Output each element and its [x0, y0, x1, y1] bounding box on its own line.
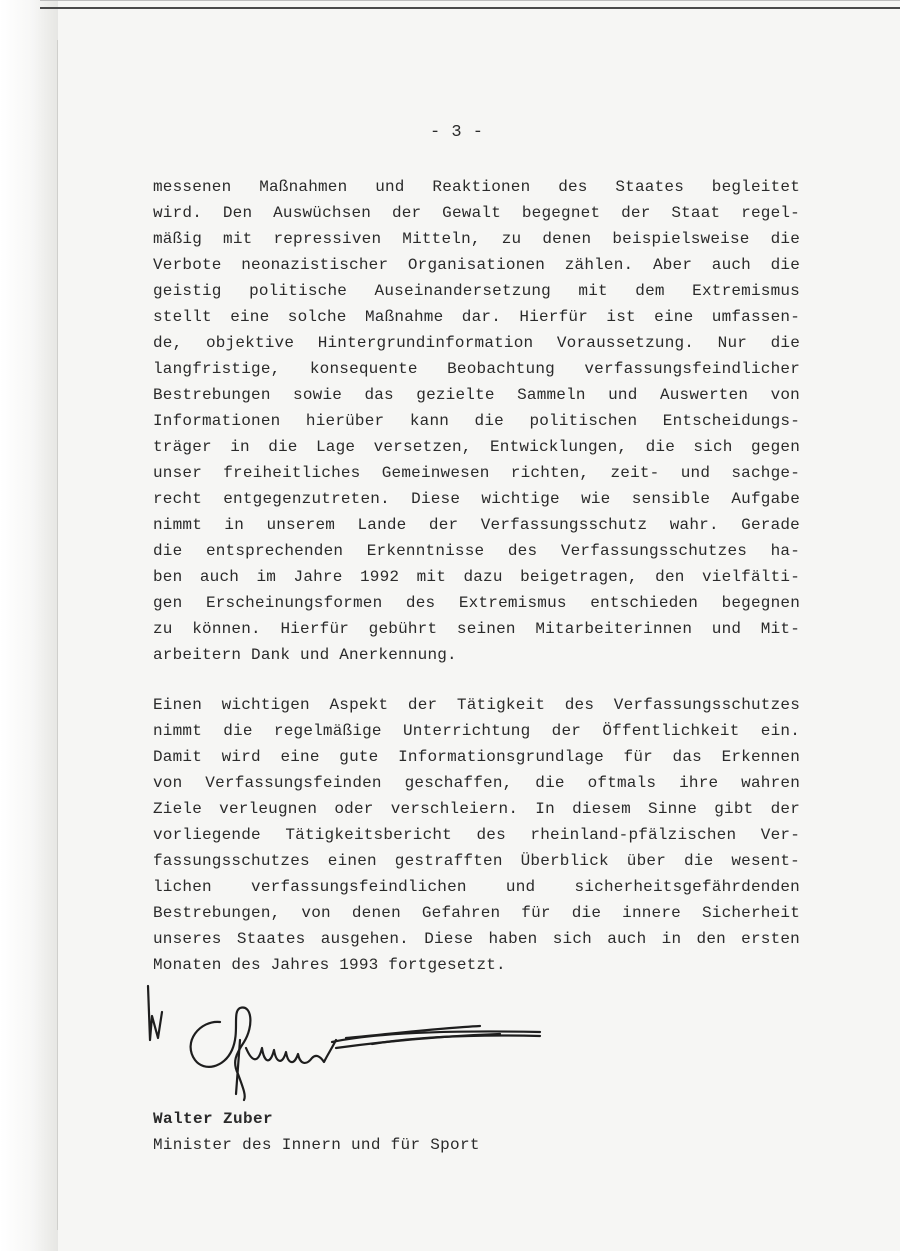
text-line: Ziele verleugnen oder verschleiern. In diesem Sinne gibt der [153, 800, 800, 818]
text-line: messenen Maßnahmen und Reaktionen des Staates begleitet [153, 178, 800, 196]
text-line: die entsprechenden Erkenntnisse des Verfassungsschutzes ha- [153, 542, 800, 560]
text-line: Bestrebungen sowie das gezielte Sammeln und Auswerten von [153, 386, 800, 404]
text-line: wird. Den Auswüchsen der Gewalt begegnet der Staat regel- [153, 204, 800, 222]
text-line: gen Erscheinungsformen des Extremismus entschieden begegnen [153, 594, 800, 612]
text-line: de, objektive Hintergrundinformation Voraussetzung. Nur die [153, 334, 800, 352]
paragraph-2 [153, 692, 800, 978]
text-line: geistig politische Auseinandersetzung mit dem Extremismus [153, 282, 800, 300]
text-line: langfristige, konsequente Beobachtung verfassungsfeindlicher [153, 360, 800, 378]
text-line: unser freiheitliches Gemeinwesen richten, zeit- und sachge- [153, 464, 800, 482]
scan-left-rule [57, 40, 58, 1230]
signer-title: Minister des Innern und für Sport [153, 1136, 480, 1154]
text-line: Damit wird eine gute Informationsgrundlage für das Erkennen [153, 748, 800, 766]
text-line: Verbote neonazistischer Organisationen zählen. Aber auch die [153, 256, 800, 274]
text-line: mäßig mit repressiven Mitteln, zu denen beispielsweise die [153, 230, 800, 248]
signer-name: Walter Zuber [153, 1110, 274, 1128]
text-line: fassungsschutzes einen gestrafften Überblick über die wesent- [153, 852, 800, 870]
page-number: - 3 - [430, 123, 484, 142]
text-line: vorliegende Tätigkeitsbericht des rheinland-pfälzischen Ver- [153, 826, 800, 844]
text-line: zu können. Hierfür gebührt seinen Mitarbeiterinnen und Mit- [153, 620, 800, 638]
text-line: stellt eine solche Maßnahme dar. Hierfür ist eine umfassen- [153, 308, 800, 326]
scan-top-line [40, 7, 900, 9]
text-line: arbeitern Dank und Anerkennung. [153, 646, 457, 664]
text-line: Informationen hierüber kann die politischen Entscheidungs- [153, 412, 800, 430]
text-line: ben auch im Jahre 1992 mit dazu beigetragen, den vielfälti- [153, 568, 800, 586]
text-line: von Verfassungsfeinden geschaffen, die oftmals ihre wahren [153, 774, 800, 792]
text-line: nimmt in unserem Lande der Verfassungsschutz wahr. Gerade [153, 516, 800, 534]
text-line: recht entgegenzutreten. Diese wichtige wie sensible Aufgabe [153, 490, 800, 508]
text-line: unseres Staates ausgehen. Diese haben sich auch in den ersten [153, 930, 800, 948]
scan-left-shadow [0, 0, 58, 1251]
text-line: Monaten des Jahres 1993 fortgesetzt. [153, 956, 506, 974]
text-line: Einen wichtigen Aspekt der Tätigkeit des Verfassungsschutzes [153, 696, 800, 714]
scan-top-edge [40, 0, 900, 1]
text-line: nimmt die regelmäßige Unterrichtung der Öffentlichkeit ein. [153, 722, 800, 740]
text-line: lichen verfassungsfeindlichen und sicherheitsgefährdenden [153, 878, 800, 896]
paragraph-1 [153, 174, 800, 668]
text-line: Bestrebungen, von denen Gefahren für die innere Sicherheit [153, 904, 800, 922]
text-line: träger in die Lage versetzen, Entwicklungen, die sich gegen [153, 438, 800, 456]
handwritten-signature [140, 982, 560, 1102]
